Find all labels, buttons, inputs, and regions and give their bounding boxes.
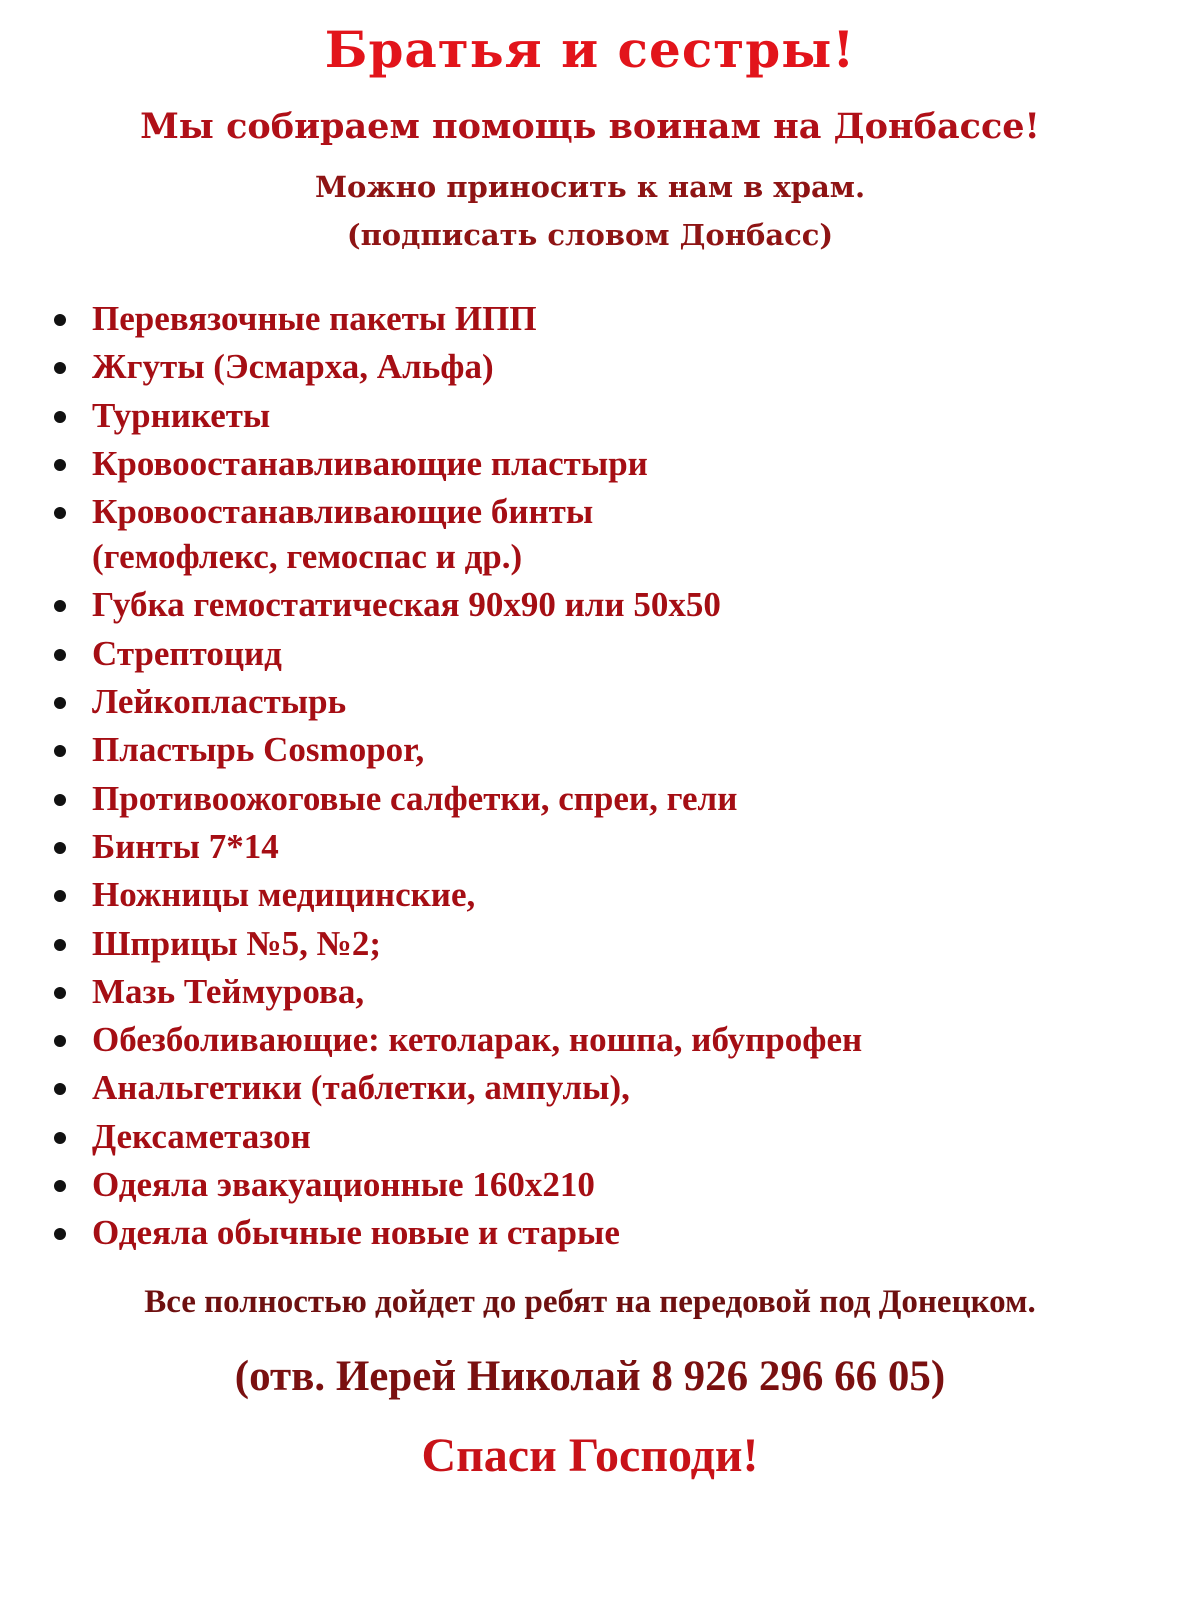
page-title: Братья и сестры!	[324, 20, 856, 79]
bullet-icon	[54, 411, 66, 423]
list-item-label: Перевязочные пакеты ИПП	[92, 299, 537, 338]
bullet-icon	[54, 507, 66, 519]
list-item	[52, 1210, 1152, 1255]
list-item	[52, 631, 1152, 676]
list-item	[52, 296, 1152, 341]
list-item-label: Турникеты	[92, 395, 271, 435]
list-item	[52, 872, 1152, 917]
contact-info: (отв. Иерей Николай 8 926 296 66 05)	[234, 1353, 946, 1400]
list-item	[52, 1114, 1152, 1159]
list-item-label: Мазь Теймурова,	[92, 971, 365, 1011]
list-item-label: Ножницы медицинские,	[92, 875, 476, 915]
closing-blessing: Спаси Господи!	[421, 1429, 759, 1482]
list-item-label: Дексаметазон	[92, 1116, 311, 1156]
page-subtitle: Мы собираем помощь воинам на Донбассе!	[140, 106, 1040, 147]
bullet-icon	[54, 794, 66, 806]
bullet-icon	[54, 649, 66, 661]
list-item-label: Жгуты (Эсмарха, Альфа)	[92, 347, 494, 387]
bullet-icon	[54, 1132, 66, 1144]
list-item-label: Пластырь Cosmopor,	[92, 730, 425, 770]
list-item	[52, 441, 1152, 486]
list-item	[52, 1162, 1152, 1207]
list-item	[52, 921, 1152, 966]
list-item	[52, 344, 1152, 389]
delivery-statement: Все полностью дойдет до ребят на передовой под Донецком.	[144, 1284, 1036, 1320]
bullet-icon	[54, 697, 66, 709]
list-item-label: Одеяла обычные новые и старые	[92, 1213, 620, 1253]
bullet-icon	[54, 1228, 66, 1240]
bullet-icon	[54, 459, 66, 471]
list-item	[52, 969, 1152, 1014]
list-item-label: Одеяла эвакуационные 160х210	[92, 1165, 595, 1205]
list-item-label: Противоожоговые салфетки, спреи, гели	[92, 778, 738, 818]
bullet-icon	[54, 939, 66, 951]
bullet-icon	[54, 745, 66, 757]
bullet-icon	[54, 842, 66, 854]
bullet-icon	[54, 600, 66, 612]
list-item	[52, 776, 1152, 821]
list-item-label: Кровоостанавливающие пластыри	[92, 443, 648, 483]
list-item-label: Анальгетики (таблетки, ампулы),	[92, 1068, 630, 1108]
list-item	[52, 1017, 1152, 1062]
list-item	[52, 489, 1152, 579]
note-bring-to-church: Можно приносить к нам в храм.	[314, 170, 866, 204]
bullet-icon	[54, 987, 66, 999]
bullet-icon	[54, 1083, 66, 1095]
bullet-icon	[54, 1035, 66, 1047]
supply-list	[52, 296, 1152, 1259]
list-item	[52, 1065, 1152, 1110]
note-label-instruction: (подписать словом Донбасс)	[346, 218, 834, 252]
list-item-label-continuation: (гемофлекс, гемоспас и др.)	[92, 537, 523, 577]
list-item-label: Лейкопластырь	[92, 682, 347, 722]
list-item-label: Стрептоцид	[92, 633, 282, 673]
list-item-label: Шприцы №5, №2;	[92, 923, 381, 963]
list-item	[52, 727, 1152, 772]
list-item-label: Бинты 7*14	[92, 826, 279, 866]
bullet-icon	[54, 362, 66, 374]
list-item	[52, 824, 1152, 869]
list-item-label: Губка гемостатическая 90х90 или 50х50	[92, 585, 721, 625]
bullet-icon	[54, 1180, 66, 1192]
list-item-label: Обезболивающие: кетоларак, ношпа, ибупрофен	[92, 1020, 863, 1060]
list-item	[52, 679, 1152, 724]
list-item-label: Кровоостанавливающие бинты	[92, 492, 594, 532]
bullet-icon	[54, 314, 66, 326]
bullet-icon	[54, 890, 66, 902]
list-item	[52, 393, 1152, 438]
list-item	[52, 582, 1152, 627]
